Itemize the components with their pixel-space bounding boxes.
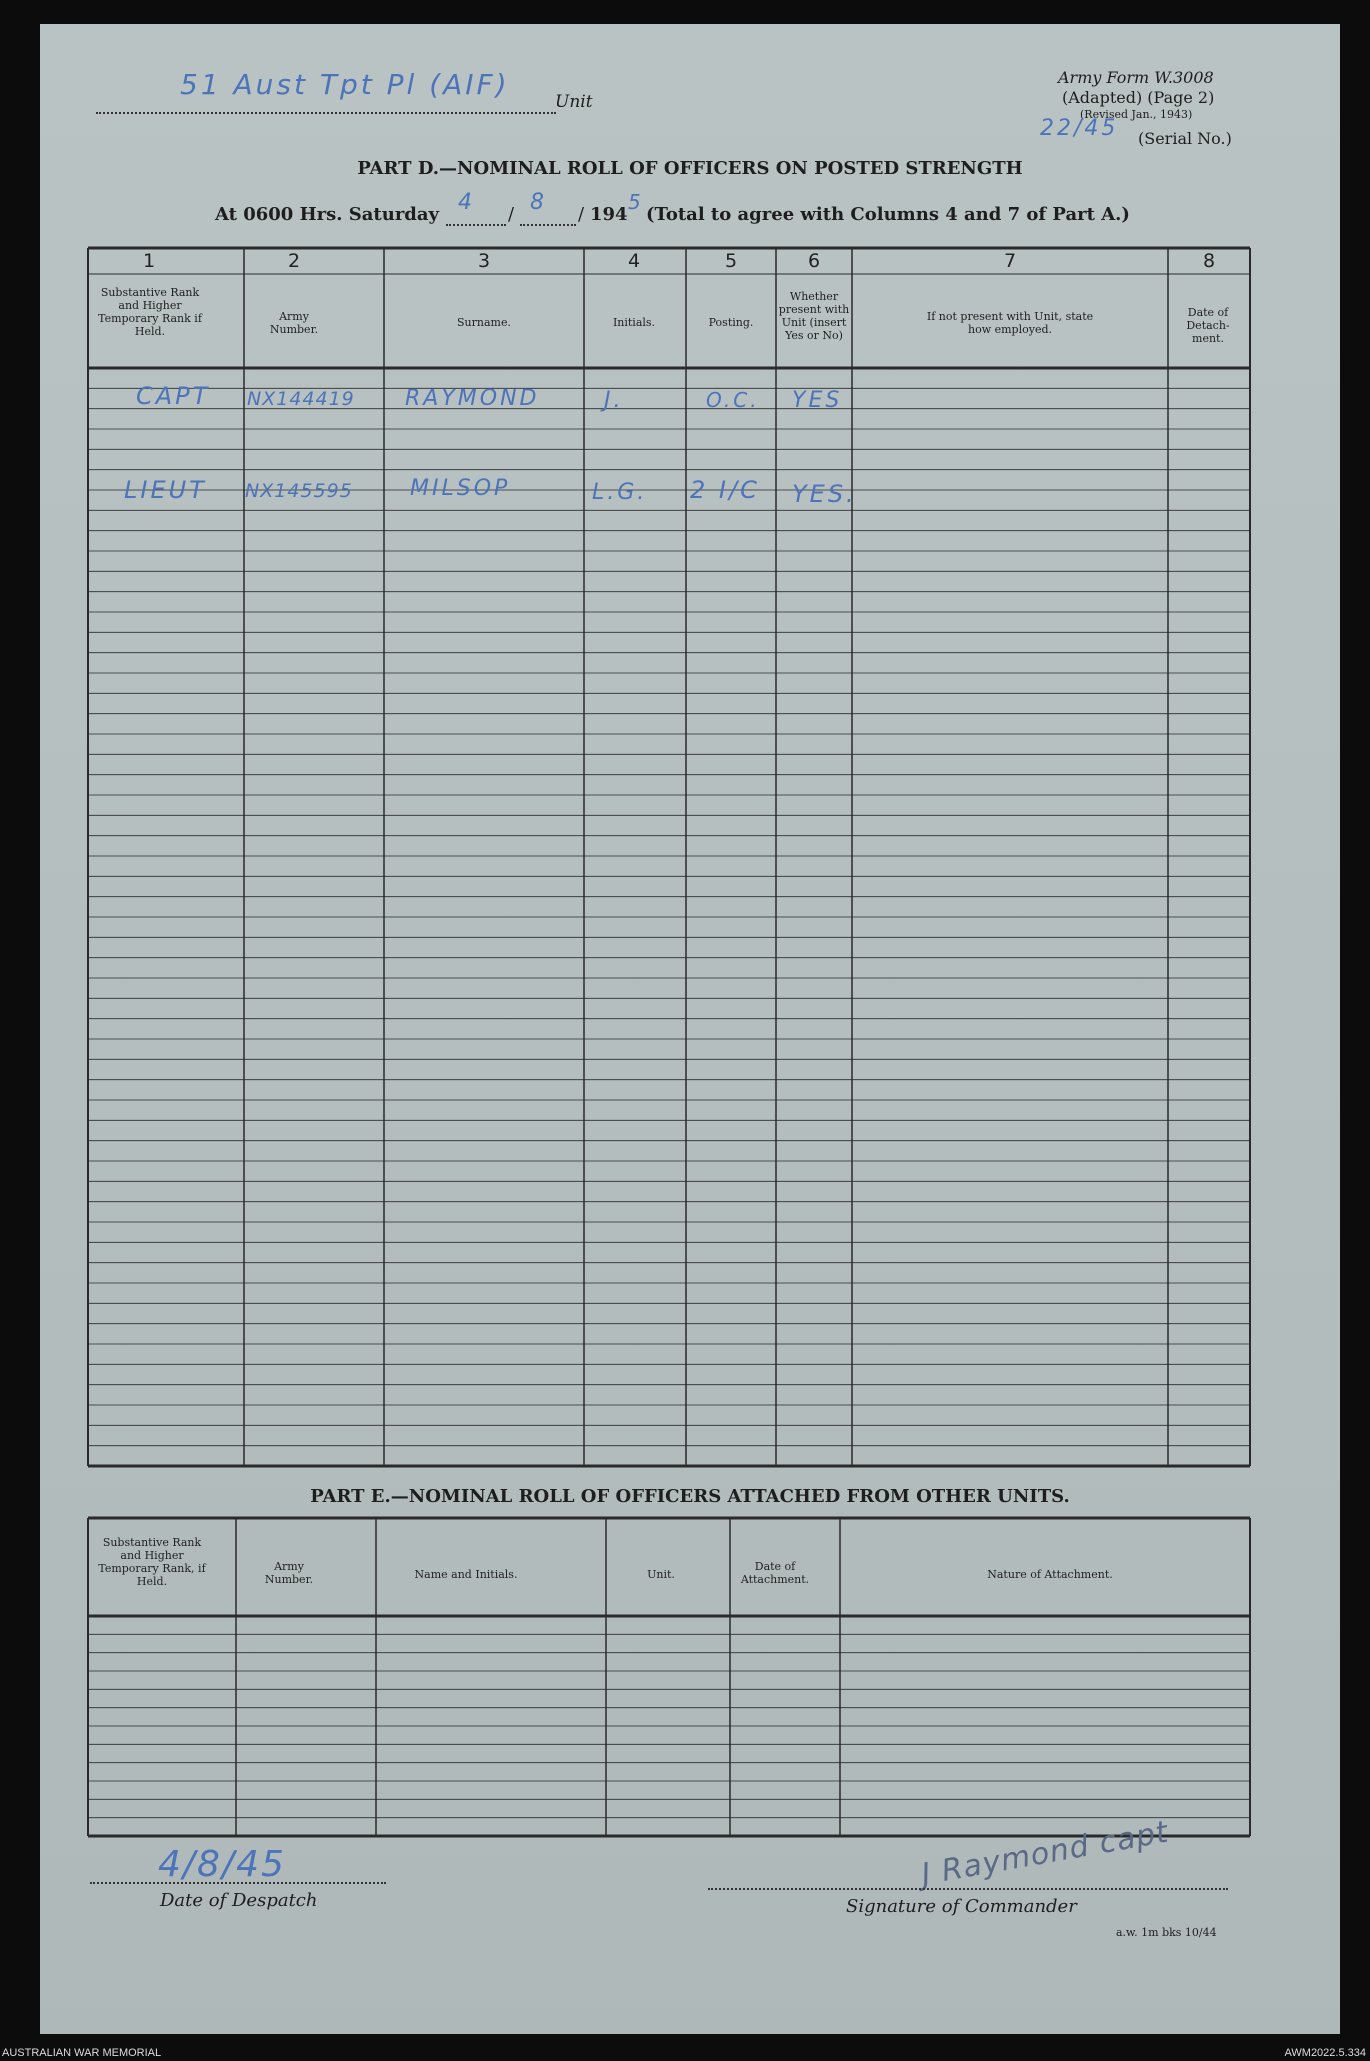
part-d-title: PART D.—NOMINAL ROLL OF OFFICERS ON POSTED STRENGTH bbox=[357, 158, 1023, 179]
despatch-label: Date of Despatch bbox=[160, 1890, 318, 1911]
year-digit: 5 bbox=[628, 190, 644, 214]
row1-rank: CAPT bbox=[136, 382, 211, 410]
col-header-rank: Substantive Rank and Higher Temporary Rank if Held. bbox=[98, 286, 202, 338]
col-num-1: 1 bbox=[142, 250, 156, 272]
form-page bbox=[40, 24, 1340, 2034]
date-slash-1: / bbox=[508, 204, 515, 225]
e-col-header-name: Name and Initials. bbox=[414, 1568, 518, 1581]
row1-army-number: NX144419 bbox=[247, 388, 355, 410]
e-col-header-rank: Substantive Rank and Higher Temporary Rank, if Held. bbox=[98, 1536, 206, 1588]
serial-handwritten: 22/45 bbox=[1040, 116, 1119, 141]
time-prefix: At 0600 Hrs. Saturday bbox=[215, 204, 440, 225]
time-suffix: (Total to agree with Columns 4 and 7 of Part A.) bbox=[646, 204, 1130, 225]
row1-posting: O.C. bbox=[706, 388, 760, 412]
row2-army-number: NX145595 bbox=[245, 480, 353, 502]
col-num-4: 4 bbox=[627, 250, 641, 272]
date-month: 8 bbox=[530, 190, 547, 215]
col-header-surname: Surname. bbox=[457, 316, 511, 329]
col-num-8: 8 bbox=[1202, 250, 1216, 272]
col-num-7: 7 bbox=[1003, 250, 1017, 272]
row1-initials: J. bbox=[604, 388, 624, 413]
col-num-3: 3 bbox=[477, 250, 491, 272]
col-header-initials: Initials. bbox=[612, 316, 656, 329]
row1-surname: RAYMOND bbox=[405, 386, 540, 411]
signature-line bbox=[708, 1878, 1228, 1890]
row2-posting: 2 I/C bbox=[690, 476, 760, 504]
unit-label: Unit bbox=[555, 92, 593, 112]
col-num-5: 5 bbox=[724, 250, 738, 272]
e-col-header-army-number: Army Number. bbox=[264, 1560, 314, 1586]
col-header-posting: Posting. bbox=[708, 316, 754, 329]
col-header-present: Whether present with Unit (insert Yes or No) bbox=[778, 290, 850, 342]
form-number: Army Form W.3008 bbox=[1058, 68, 1214, 87]
archive-caption-right: AWM2022.5.334 bbox=[1284, 2047, 1366, 2059]
row2-initials: L.G. bbox=[592, 480, 648, 505]
despatch-date: 4/8/45 bbox=[158, 1844, 286, 1885]
row2-rank: LIEUT bbox=[124, 476, 207, 504]
col-num-2: 2 bbox=[287, 250, 301, 272]
part-e-title: PART E.—NOMINAL ROLL OF OFFICERS ATTACHED FROM OTHER UNITS. bbox=[310, 1486, 1070, 1507]
despatch-line bbox=[90, 1872, 386, 1884]
serial-label: (Serial No.) bbox=[1138, 129, 1232, 148]
col-header-army-number: Army Number. bbox=[269, 310, 319, 336]
archive-caption-left: AUSTRALIAN WAR MEMORIAL bbox=[2, 2047, 162, 2059]
row2-present: YES. bbox=[792, 480, 857, 508]
col-header-detachment: Date of Detach-ment. bbox=[1186, 306, 1230, 345]
commander-signature: J Raymond capt bbox=[918, 1814, 1172, 1893]
print-code: a.w. 1m bks 10/44 bbox=[1116, 1926, 1217, 1939]
year-prefix: 194 bbox=[590, 204, 628, 225]
unit-handwritten: 51 Aust Tpt Pl (AIF) bbox=[180, 68, 510, 101]
row2-surname: MILSOP bbox=[410, 476, 511, 501]
e-col-header-attachment-date: Date of Attachment. bbox=[740, 1560, 810, 1586]
row1-present: YES bbox=[792, 388, 843, 413]
form-revised: (Revised Jan., 1943) bbox=[1080, 108, 1193, 121]
date-slash-2: / bbox=[578, 204, 585, 225]
e-col-header-nature: Nature of Attachment. bbox=[987, 1568, 1113, 1581]
col-header-employed: If not present with Unit, state how employed. bbox=[926, 310, 1094, 336]
form-adapted: (Adapted) (Page 2) bbox=[1062, 88, 1215, 107]
signature-label: Signature of Commander bbox=[846, 1896, 1077, 1917]
date-day: 4 bbox=[458, 190, 475, 215]
col-num-6: 6 bbox=[807, 250, 821, 272]
e-col-header-unit: Unit. bbox=[647, 1568, 675, 1581]
